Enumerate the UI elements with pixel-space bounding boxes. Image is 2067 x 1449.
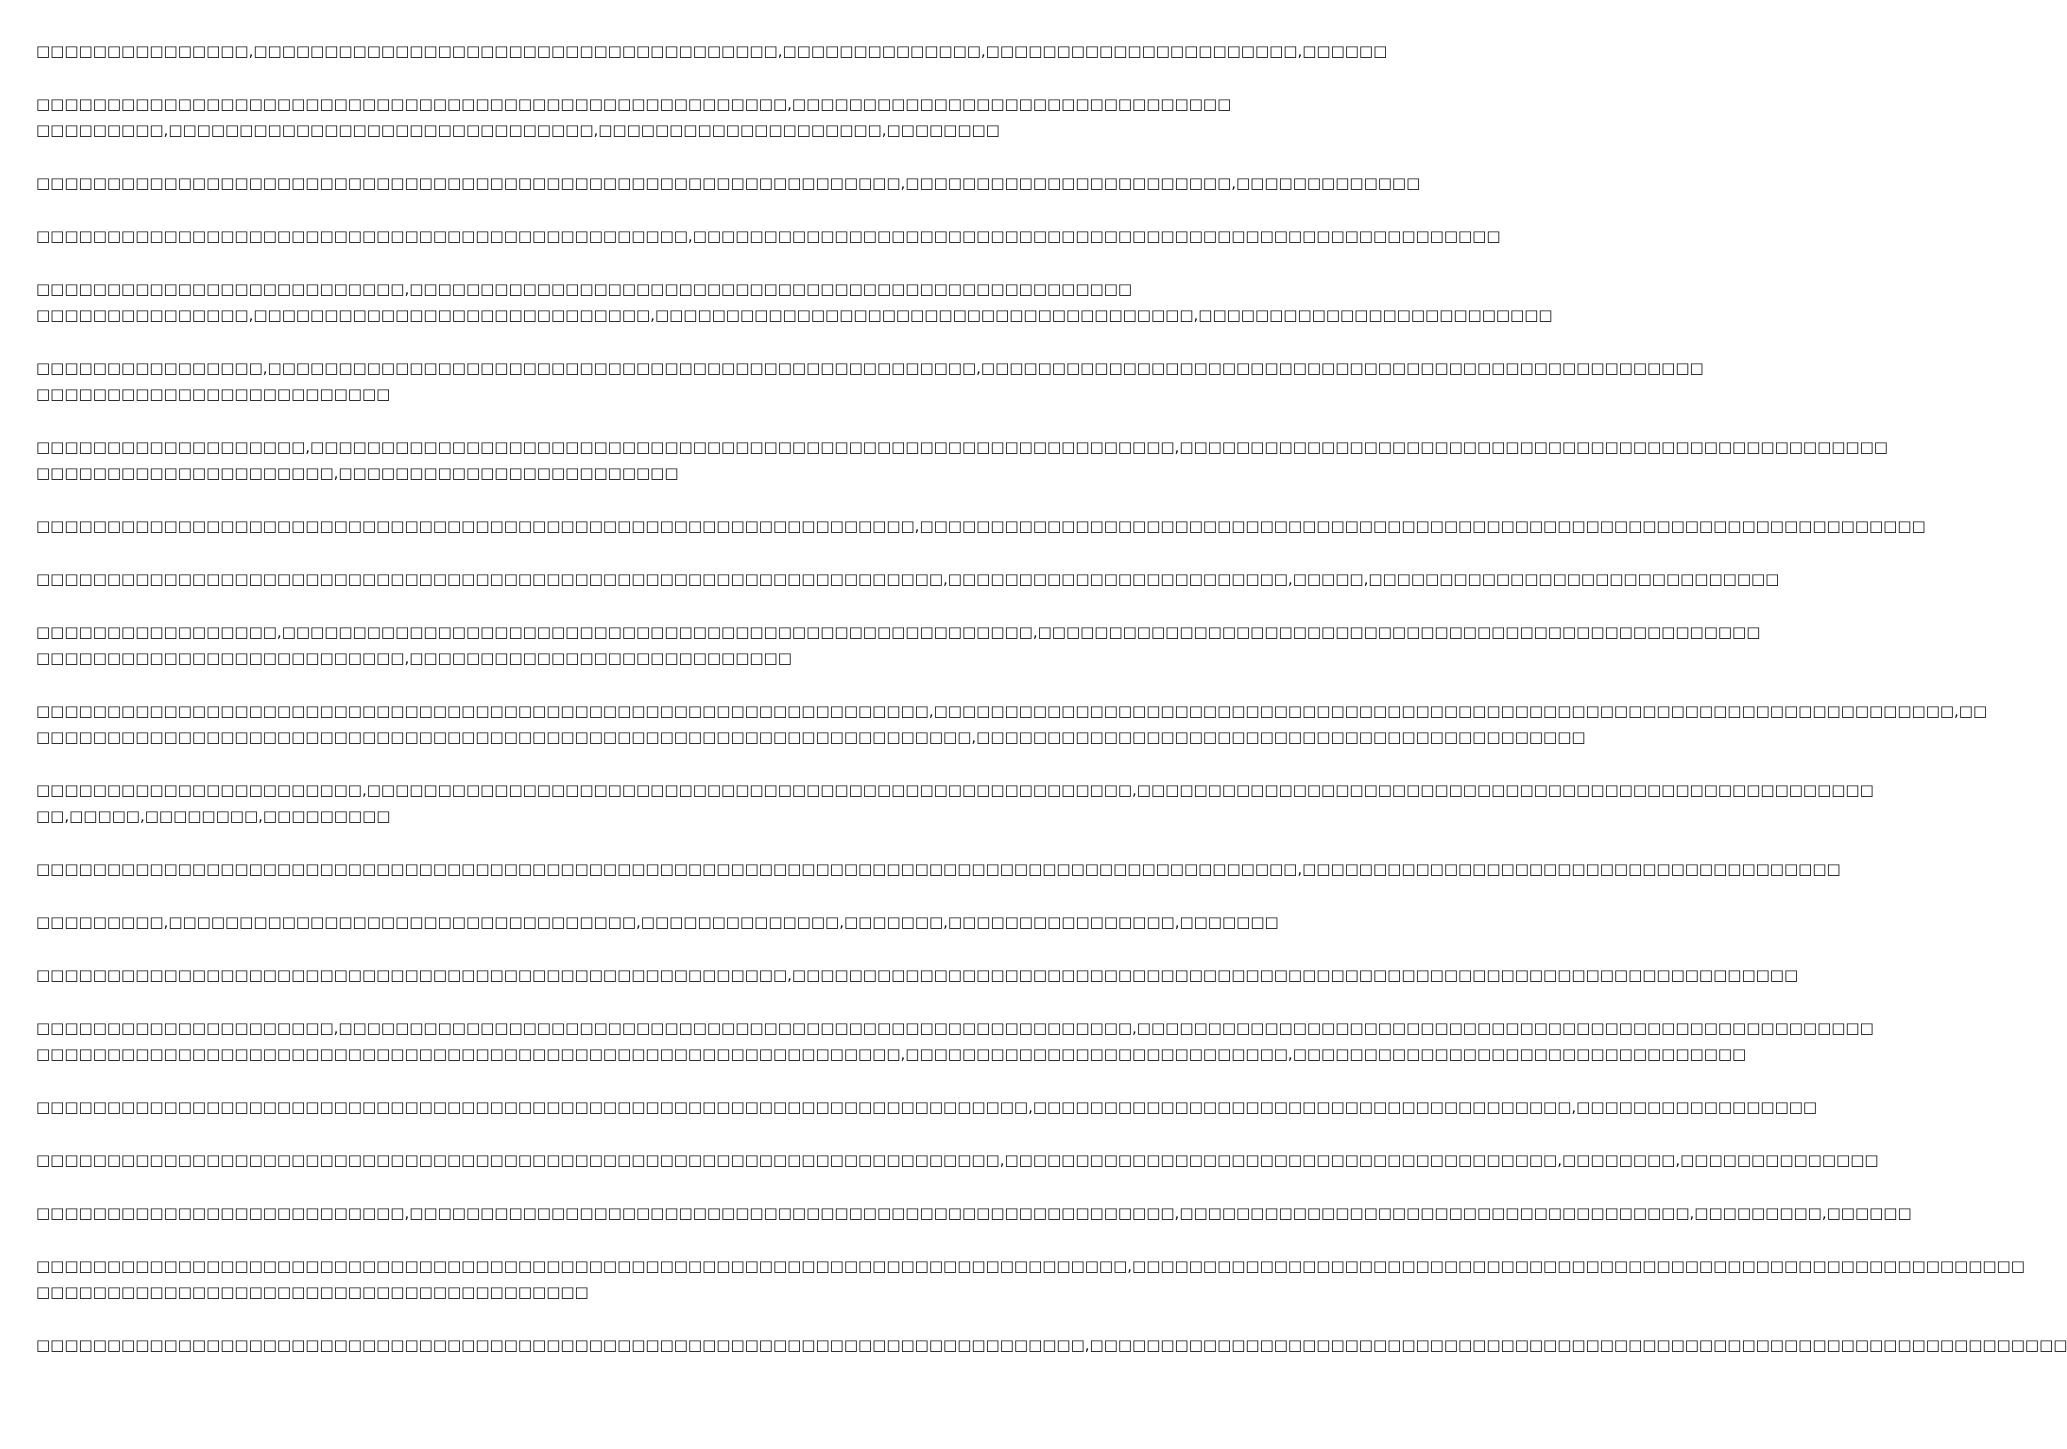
paragraph bbox=[36, 566, 1780, 592]
paragraph-line: □□,□□□□□,□□□□□□□□,□□□□□□□□□ bbox=[36, 807, 391, 825]
paragraph-line: □□□□□□□□□□□□□□□□,□□□□□□□□□□□□□□□□□□□□□□□□□□□□□□□□□□□□□□□□□□□□□□□□□□,□□□□□□□□□□□□□□□□□□□□□□□□□□□□□□□□□□□□□□□□□□□□□□□□□□□ bbox=[36, 359, 1704, 377]
paragraph-line: □□□□□□□□□□□□□□□□□□□□□□□□□□,□□□□□□□□□□□□□□□□□□□□□□□□□□□□□□□□□□□□□□□□□□□□□□□□□□□□□□,□□□□□□□□□□□□□□□□□□□□□□□□□□□□□□□□□□□□,□□□□□□□□□,□□□□□□ bbox=[36, 1204, 1912, 1222]
paragraph bbox=[36, 1147, 1879, 1173]
paragraph bbox=[36, 1094, 1818, 1120]
paragraph bbox=[36, 38, 1388, 64]
paragraph bbox=[36, 1253, 2025, 1305]
paragraph bbox=[36, 777, 1874, 829]
paragraph bbox=[36, 962, 1799, 988]
paragraph-line: □□□□□□□□□□□□□□□□□□□□□□□,□□□□□□□□□□□□□□□□□□□□□□□□□□□□□□□□□□□□□□□□□□□□□□□□□□□□□□,□□□□□□□□□□□□□□□□□□□□□□□□□□□□□□□□□□□□□□□□□□□□□□□□□□□□ bbox=[36, 781, 1874, 799]
paragraph-line: □□□□□□□□□□□□□□□□□□□□□□□□□□□□□□□□□□□□□□□□□□□□□□□□□□□□□,□□□□□□□□□□□□□□□□□□□□□□□□□□□□□□□ bbox=[36, 95, 1232, 113]
paragraph bbox=[36, 513, 1926, 539]
paragraph-line: □□□□□□□□□□□□□□□□□,□□□□□□□□□□□□□□□□□□□□□□□□□□□□□□□□□□□□□□□□□□□□□□□□□□□□□,□□□□□□□□□□□□□□□□□□□□□□□□□□□□□□□□□□□□□□□□□□□□□□□□□□□ bbox=[36, 623, 1761, 641]
paragraph-line: □□□□□□□□□□□□□□□□□□□□□□□□□□□□□□□□□□□□□□□□□□□□□□□□□□□□□□□□□□□□□□,□□□□□□□□□□□□□□□□□□□□□□□□□□□□□□□□□□□□□□□□□□□□□□□□□□□□□□□□□□□□□□□□□□□□□□□ bbox=[36, 517, 1926, 535]
paragraph-line: □□□□□□□□□□□□□□□□□□□□□□□□□□□□□□□□□□□□□□□□□□□□□□□□□□□□□□□□□□□□□□□□□□□□□□□□□□,□□□□□□□□□□□□□□□□□□□□□□□□□□□□□□□□□□□□□□□□□□□□□□□□□□□□□□□□□□□□□□□□□□□□□ bbox=[36, 1336, 2067, 1354]
paragraph-line: □□□□□□□□□□□□□□□□□□□□□□□□□□□□□□□□□□□□□□□□□□□□□□□□□□□□□□□□□□□□□,□□□□□□□□□□□□□□□□□□□□□□□,□□□□□□□□□□□□□ bbox=[36, 174, 1421, 192]
paragraph bbox=[36, 1200, 1912, 1226]
paragraph-line: □□□□□□□□□□□□□□□□□□□□□□□□□□□□□□□□□□□□□□□□□□□□□□□□□□□□□□□□□□□□□□□□,□□□□□□□□□□□□□□□□□□□□□□□□,□□□□□,□□□□□□□□□□□□□□□□□□□□□□□□□□□□□ bbox=[36, 570, 1780, 588]
paragraph-line: □□□□□□□□□□□□□□□□□□□□□□□□□□□□□□□□□□□□□□□□□□□□□□□□□□□□□,□□□□□□□□□□□□□□□□□□□□□□□□□□□□□□□□□□□□□□□□□□□□□□□□□□□□□□□□□□□□□□□□□□□□□□□ bbox=[36, 966, 1799, 984]
paragraph bbox=[36, 698, 1988, 750]
paragraph-line: □□□□□□□□□□□□□□□□□□□□□□□□□□□□□□□□□□□□□□□□□□□□□□□□□□□□□□□□□□□□□□□□□□□□,□□□□□□□□□□□□□□□□□□□□□□□□□□□□□□□□□□□□□□□,□□□□□□□□,□□□□□□□□□□□□□□ bbox=[36, 1151, 1879, 1169]
paragraph bbox=[36, 434, 1888, 486]
paragraph-line: □□□□□□□□□□□□□□□□□□□□□□□□□□□□□□□□□□□□□□□□□□□□□□□□□□□□□□□□□□□□□□□□□□□□□□□□□□□□□,□□□□□□□□□□□□□□□□□□□□□□□□□□□□□□□□□□□□□□□□□□□□□□□□□□□□□□□□□□□□□□□ bbox=[36, 1257, 2025, 1275]
paragraph-line: □□□□□□□□□□□□□□□□□□□□□□□□□□,□□□□□□□□□□□□□□□□□□□□□□□□□□□ bbox=[36, 649, 792, 667]
paragraph bbox=[36, 223, 1501, 249]
paragraph-line: □□□□□□□□□□□□□□□□□□□□□□□□□□□□□□□□□□□□□□□ bbox=[36, 1283, 589, 1301]
paragraph bbox=[36, 170, 1421, 196]
paragraph-line: □□□□□□□□□□□□□□□□□□□□□□□□□□□□□□□□□□□□□□□□□□□□□□□□□□□□□□□□□□□□□□□□□□,□□□□□□□□□□□□□□□□□□□□□□□□□□□□□□□□□□□□□□□□□□□ bbox=[36, 728, 1586, 746]
paragraph bbox=[36, 909, 1279, 935]
paragraph-line: □□□□□□□□□□□□□□□□□□□□□,□□□□□□□□□□□□□□□□□□□□□□□□□□□□□□□□□□□□□□□□□□□□□□□□□□□□□□□□,□□□□□□□□□□□□□□□□□□□□□□□□□□□□□□□□□□□□□□□□□□□□□□□□□□□□ bbox=[36, 1019, 1874, 1037]
paragraph bbox=[36, 619, 1761, 671]
paragraph-line: □□□□□□□□□,□□□□□□□□□□□□□□□□□□□□□□□□□□□□□□,□□□□□□□□□□□□□□□□□□□□,□□□□□□□□ bbox=[36, 121, 1000, 139]
paragraph-line: □□□□□□□□□□□□□□□,□□□□□□□□□□□□□□□□□□□□□□□□□□□□□□□□□□□□□,□□□□□□□□□□□□□□,□□□□□□□□□□□□□□□□□□□□□□,□□□□□□ bbox=[36, 42, 1388, 60]
document-body bbox=[36, 38, 2067, 1385]
paragraph-line: □□□□□□□□□,□□□□□□□□□□□□□□□□□□□□□□□□□□□□□□□□□,□□□□□□□□□□□□□□,□□□□□□□,□□□□□□□□□□□□□□□□,□□□□□□□ bbox=[36, 913, 1279, 931]
paragraph bbox=[36, 355, 1704, 407]
paragraph bbox=[36, 1332, 2067, 1358]
paragraph-line: □□□□□□□□□□□□□□□□□□□□□,□□□□□□□□□□□□□□□□□□□□□□□□ bbox=[36, 464, 679, 482]
paragraph bbox=[36, 1015, 1874, 1067]
paragraph-line: □□□□□□□□□□□□□□□□□□□□□□□□□ bbox=[36, 385, 391, 403]
paragraph-line: □□□□□□□□□□□□□□□□□□□□□□□□□□□□□□□□□□□□□□□□□□□□□□□□□□□□□□□□□□□□□□□□□□□□□□,□□□□□□□□□□□□□□□□□□□□□□□□□□□□□□□□□□□□□□,□□□□□□□□□□□□□□□□□ bbox=[36, 1098, 1818, 1116]
paragraph-line: □□□□□□□□□□□□□□□□□□□,□□□□□□□□□□□□□□□□□□□□□□□□□□□□□□□□□□□□□□□□□□□□□□□□□□□□□□□□□□□□□,□□□□□□□□□□□□□□□□□□□□□□□□□□□□□□□□□□□□□□□□□□□□□□□□□□ bbox=[36, 438, 1888, 456]
paragraph-line: □□□□□□□□□□□□□□□□□□□□□□□□□□□□□□□□□□□□□□□□□□□□□□,□□□□□□□□□□□□□□□□□□□□□□□□□□□□□□□□□□□□□□□□□□□□□□□□□□□□□□□□□ bbox=[36, 227, 1501, 245]
paragraph bbox=[36, 91, 1232, 143]
paragraph-line: □□□□□□□□□□□□□□□,□□□□□□□□□□□□□□□□□□□□□□□□□□□□,□□□□□□□□□□□□□□□□□□□□□□□□□□□□□□□□□□□□□□,□□□□□□□□□□□□□□□□□□□□□□□□□ bbox=[36, 306, 1553, 324]
paragraph bbox=[36, 276, 1553, 328]
paragraph-line: □□□□□□□□□□□□□□□□□□□□□□□□□□□□□□□□□□□□□□□□□□□□□□□□□□□□□□□□□□□□□□□□□□□□□□□□□□□□□□□□□□□□□□□□□,□□□□□□□□□□□□□□□□□□□□□□□□□□□□□□□□□□□□□□ bbox=[36, 860, 1841, 878]
paragraph bbox=[36, 856, 1841, 882]
paragraph-line: □□□□□□□□□□□□□□□□□□□□□□□□□□,□□□□□□□□□□□□□□□□□□□□□□□□□□□□□□□□□□□□□□□□□□□□□□□□□□□ bbox=[36, 280, 1133, 298]
paragraph-line: □□□□□□□□□□□□□□□□□□□□□□□□□□□□□□□□□□□□□□□□□□□□□□□□□□□□□□□□□□□□□□□,□□□□□□□□□□□□□□□□□□□□□□□□□□□□□□□□□□□□□□□□□□□□□□□□□□□□□□□□□□□□□□□□□□□□□□□□,□□ bbox=[36, 702, 1988, 720]
paragraph-line: □□□□□□□□□□□□□□□□□□□□□□□□□□□□□□□□□□□□□□□□□□□□□□□□□□□□□□□□□□□□□,□□□□□□□□□□□□□□□□□□□□□□□□□□□,□□□□□□□□□□□□□□□□□□□□□□□□□□□□□□□□ bbox=[36, 1045, 1747, 1063]
